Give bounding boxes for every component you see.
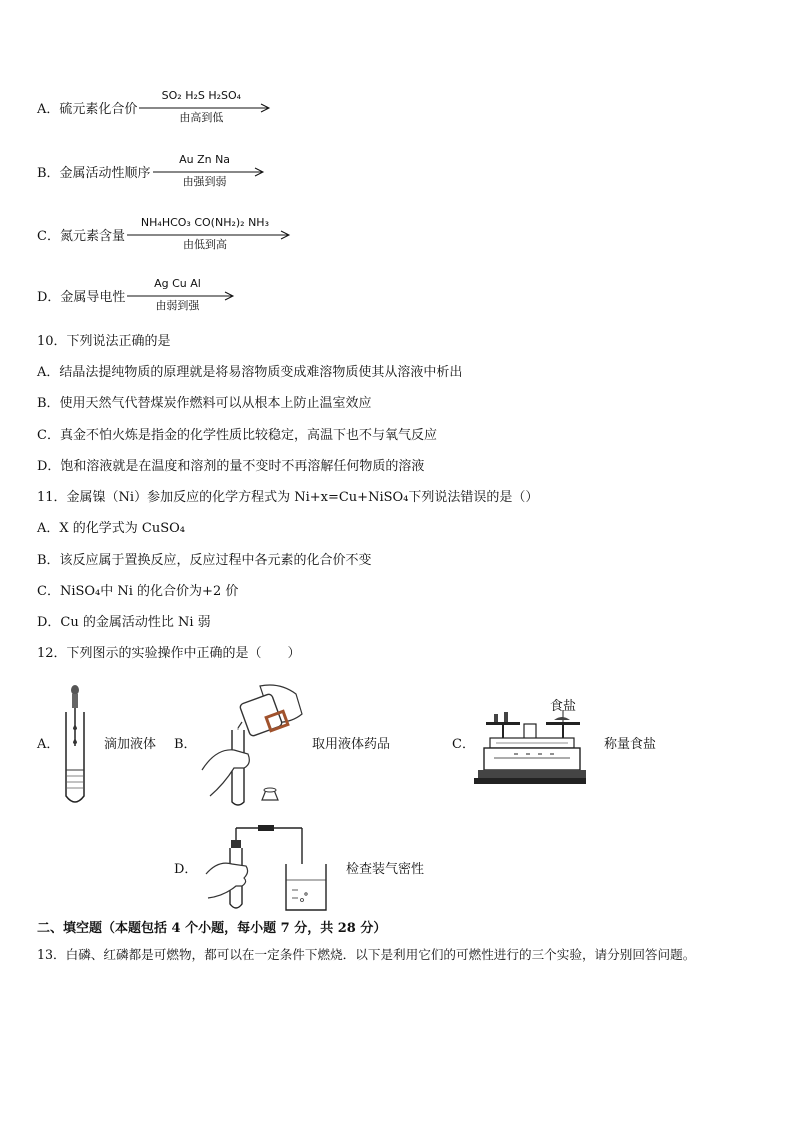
q9-option-b-bottom: 由强到弱 [182,174,227,188]
q10-option-a: A．结晶法提纯物质的原理就是将易溶物质变成难溶物质使其从溶液中析出 [37,365,463,380]
q10-option-b: B．使用天然气代替煤炭作燃料可以从根本上防止温室效应 [37,396,372,411]
q9-option-a [37,88,271,124]
q12-a-letter: A． [37,737,60,752]
q11-option-c: C．NiSO₄中 Ni 的化合价为+2 价 [37,584,239,599]
q12-c-letter: C． [452,737,475,752]
q12-b-caption: 取用液体药品 [312,737,391,752]
q12-b-letter: B． [174,737,197,752]
q12-c-caption: 称量食盐 [604,737,657,752]
q10-stem: 10．下列说法正确的是 [37,334,171,349]
q9-option-c [37,215,291,251]
q12-d-caption: 检查装气密性 [346,862,425,877]
q11-option-a: A．X 的化学式为 CuSO₄ [37,521,186,536]
airtightness-check-figure [202,820,332,914]
dropper-test-tube-figure [62,684,88,808]
q9-option-c-bottom: 由低到高 [182,237,227,251]
balance-scale-figure [474,708,586,790]
q11-option-d: D．Cu 的金属活动性比 Ni 弱 [37,615,211,630]
q11-option-b: B．该反应属于置换反应，反应过程中各元素的化合价不变 [37,553,372,568]
q9-option-b-arrow [153,152,265,188]
q9-option-c-prefix: C．氮元素含量 [37,229,125,244]
q9-option-c-top: NH₄HCO₃ CO(NH₂)₂ NH₃ [140,215,269,229]
q9-option-d-bottom: 由弱到强 [155,298,200,312]
section-2-title: 二、填空题（本题包括 4 个小题，每小题 7 分，共 28 分） [37,921,387,936]
q10-option-d: D．饱和溶液就是在温度和溶剂的量不变时不再溶解任何物质的溶液 [37,459,425,474]
q9-option-d [37,276,235,312]
q9-option-c-arrow [127,215,291,251]
q12-c-salt-label: 食盐 [550,699,577,714]
q9-option-b-prefix: B．金属活动性顺序 [37,166,151,181]
q9-option-d-arrow [127,276,235,312]
q10-option-c: C．真金不怕火炼是指金的化学性质比较稳定，高温下也不与氧气反应 [37,428,437,443]
q12-a-caption: 滴加液体 [104,737,157,752]
q12-stem: 12．下列图示的实验操作中正确的是（ ） [37,646,301,661]
q11-stem: 11．金属镍（Ni）参加反应的化学方程式为 Ni+x=Cu+NiSO₄下列说法错误的是（） [37,490,539,505]
q9-option-a-bottom: 由高到低 [179,110,224,124]
q13-stem: 13．白磷、红磷都是可燃物，都可以在一定条件下燃烧．以下是利用它们的可燃性进行的三个实验，请分别回答问题。 [37,947,696,962]
q9-option-d-top: Ag Cu Al [154,276,201,290]
q9-option-a-prefix: A．硫元素化合价 [37,102,138,117]
q9-option-a-arrow [139,88,271,124]
pouring-liquid-figure [198,684,306,808]
q12-d-letter: D． [174,862,198,877]
q9-option-b-top: Au Zn Na [179,152,231,166]
q9-option-d-prefix: D．金属导电性 [37,290,126,305]
q9-option-a-top: SO₂ H₂S H₂SO₄ [161,88,242,102]
q9-option-b [37,152,265,188]
